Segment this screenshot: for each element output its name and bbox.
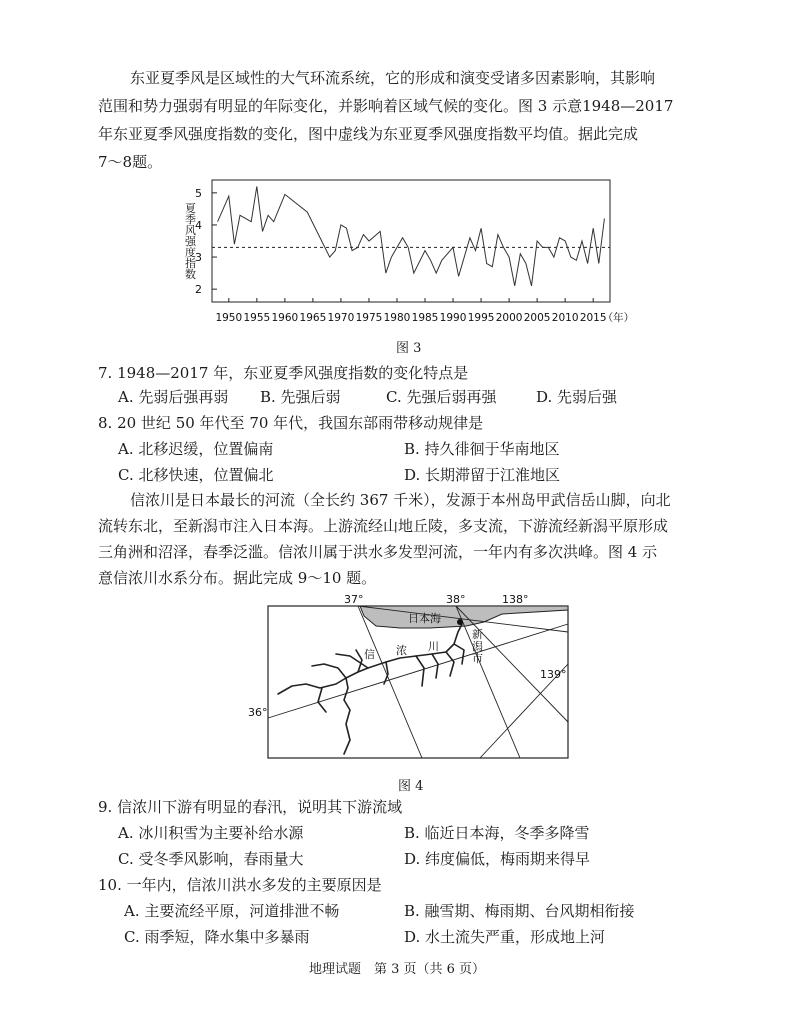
x-tick-label: 1960 bbox=[271, 312, 299, 324]
page-footer: 地理试题 第 3 页（共 6 页） bbox=[308, 962, 486, 977]
question-10-stem: 10. 一年内，信浓川洪水多发的主要原因是 bbox=[98, 876, 382, 894]
x-tick-label: 1995 bbox=[467, 312, 495, 324]
passage1-line-1: 东亚夏季风是区域性的大气环流系统，它的形成和演变受诸多因素影响，其影响 bbox=[130, 69, 656, 87]
figure-4-caption: 图 4 bbox=[398, 779, 424, 794]
y-tick-label: 2 bbox=[195, 283, 202, 297]
question-9-stem: 9. 信浓川下游有明显的春汛，说明其下游流域 bbox=[98, 798, 403, 816]
label-river-char-2: 浓 bbox=[396, 644, 407, 657]
label-niigata-char-1: 新 bbox=[472, 628, 483, 641]
x-tick-label: 1975 bbox=[355, 312, 383, 324]
map-frame bbox=[268, 606, 568, 758]
y-axis-label: 夏季风强度指数 bbox=[183, 202, 197, 280]
question-7-stem: 7. 1948—2017 年，东亚夏季风强度指数的变化特点是 bbox=[98, 364, 469, 382]
x-axis-unit-label: （年） bbox=[602, 312, 635, 324]
passage2-line-4: 意信浓川水系分布。据此完成 9～10 题。 bbox=[98, 569, 377, 587]
question-8-stem: 8. 20 世纪 50 年代至 70 年代，我国东部雨带移动规律是 bbox=[98, 414, 484, 432]
figure-3-chart bbox=[170, 176, 640, 334]
label-river-char-1: 信 bbox=[364, 648, 375, 661]
label-river-char-3: 川 bbox=[428, 640, 439, 653]
question-8-option-d: D. 长期滞留于江淮地区 bbox=[404, 466, 561, 484]
y-tick-label: 3 bbox=[195, 251, 202, 265]
passage2-line-2: 流转东北，至新潟市注入日本海。上游流经山地丘陵，多支流，下游流经新潟平原形成 bbox=[98, 517, 669, 535]
question-7-option-b: B. 先强后弱 bbox=[260, 388, 341, 406]
x-tick-label: 1965 bbox=[299, 312, 327, 324]
y-tick-label: 5 bbox=[195, 186, 202, 200]
x-tick-label: 1950 bbox=[215, 312, 243, 324]
question-7-option-d: D. 先弱后强 bbox=[536, 388, 618, 406]
label-niigata-char-2: 潟 bbox=[472, 640, 483, 653]
label-lat-36: 36° bbox=[248, 706, 268, 719]
question-8-option-c: C. 北移快速，位置偏北 bbox=[118, 466, 274, 484]
question-9-option-b: B. 临近日本海，冬季多降雪 bbox=[404, 824, 590, 842]
question-8-option-b: B. 持久徘徊于华南地区 bbox=[404, 440, 560, 458]
figure-3-caption: 图 3 bbox=[396, 341, 422, 356]
passage2-line-1: 信浓川是日本最长的河流（全长约 367 千米），发源于本州岛甲武信岳山脚，向北 bbox=[130, 491, 671, 509]
label-niigata-char-3: 市 bbox=[472, 652, 483, 665]
question-10-option-a: A. 主要流经平原，河道排泄不畅 bbox=[124, 902, 340, 920]
x-tick-label: 2005 bbox=[523, 312, 551, 324]
figure-4-map bbox=[240, 592, 586, 768]
x-tick-label: 1970 bbox=[327, 312, 355, 324]
x-tick-label: 1955 bbox=[243, 312, 271, 324]
label-lon-139: 139° bbox=[540, 668, 567, 681]
question-9-option-d: D. 纬度偏低，梅雨期来得早 bbox=[404, 850, 591, 868]
question-10-option-b: B. 融雪期、梅雨期、台风期相衔接 bbox=[404, 902, 635, 920]
y-tick-label: 4 bbox=[195, 218, 202, 232]
passage1-line-2: 范围和势力强弱有明显的年际变化，并影响着区域气候的变化。图 3 示意1948—2017 bbox=[98, 97, 674, 115]
x-tick-label: 1980 bbox=[383, 312, 411, 324]
plot-frame bbox=[212, 180, 610, 302]
x-tick-label: 1985 bbox=[411, 312, 439, 324]
question-7-option-a: A. 先弱后强再弱 bbox=[118, 388, 229, 406]
x-tick-label: 2010 bbox=[551, 312, 579, 324]
question-10-option-d: D. 水土流失严重，形成地上河 bbox=[404, 928, 606, 946]
passage1-line-3: 年东亚夏季风强度指数的变化，图中虚线为东亚夏季风强度指数平均值。据此完成 bbox=[98, 125, 639, 143]
question-9-option-a: A. 冰川积雪为主要补给水源 bbox=[118, 824, 304, 842]
label-lon-38: 38° bbox=[446, 593, 466, 606]
label-lat-37: 37° bbox=[344, 593, 364, 606]
x-tick-label: 2000 bbox=[495, 312, 523, 324]
x-tick-label: 1990 bbox=[439, 312, 467, 324]
passage2-line-3: 三角洲和沼泽，春季泛滥。信浓川属于洪水多发型河流，一年内有多次洪峰。图 4 示 bbox=[98, 543, 658, 561]
question-10-option-c: C. 雨季短，降水集中多暴雨 bbox=[124, 928, 310, 946]
question-8-option-a: A. 北移迟缓，位置偏南 bbox=[118, 440, 274, 458]
passage1-line-4: 7～8题。 bbox=[98, 153, 163, 171]
label-sea-of-japan: 日本海 bbox=[408, 612, 441, 625]
monsoon-index-line bbox=[218, 186, 605, 286]
niigata-city-marker bbox=[457, 619, 463, 625]
x-tick-label: 2015 bbox=[579, 312, 607, 324]
question-7-option-c: C. 先强后弱再强 bbox=[386, 388, 497, 406]
question-9-option-c: C. 受冬季风影响，春雨量大 bbox=[118, 850, 304, 868]
label-lon-138: 138° bbox=[502, 593, 529, 606]
